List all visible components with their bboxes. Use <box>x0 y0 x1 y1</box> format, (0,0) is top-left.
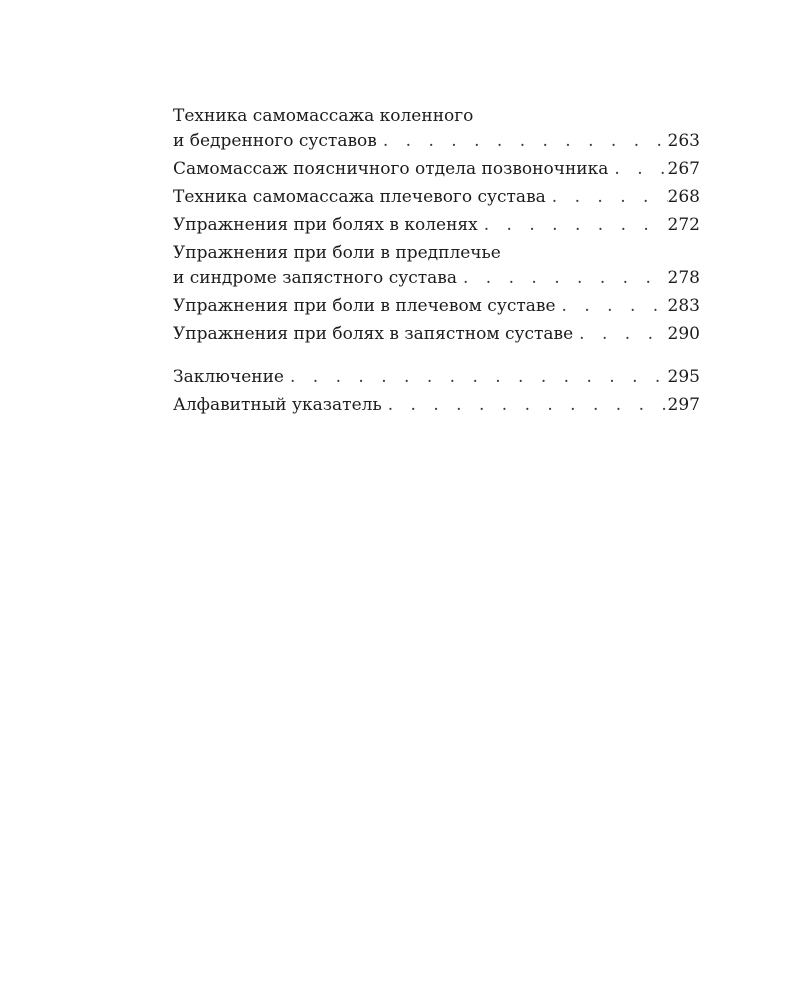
toc-entry-knee-hip-self-massage[interactable] <box>173 104 700 154</box>
dot-leader <box>457 266 668 291</box>
toc-page-number: 297 <box>667 395 700 415</box>
toc-entry-line <box>173 213 700 238</box>
toc-entry-title: Техника самомассажа плечевого сустава <box>173 187 546 207</box>
toc-entry-title: Алфавитный указатель <box>173 395 382 415</box>
toc-entry-line <box>173 365 700 390</box>
toc-entry-forearm-wrist-exercises[interactable] <box>173 241 700 291</box>
toc-entry-title: Самомассаж поясничного отдела позвоночника <box>173 159 609 179</box>
dot-leader <box>573 322 667 347</box>
toc-entry-title: и бедренного суставов <box>173 131 377 151</box>
toc-entry-line <box>173 266 700 291</box>
toc-page-number: 268 <box>667 187 700 207</box>
toc-entry-line <box>173 157 700 182</box>
toc-entry-title: Упражнения при болях в коленях <box>173 215 478 235</box>
toc-page-number: 278 <box>667 268 700 288</box>
toc-entry-title: и синдроме запястного сустава <box>173 268 457 288</box>
dot-leader <box>382 393 668 418</box>
toc-entry-line <box>173 129 700 154</box>
dot-leader <box>478 213 668 238</box>
toc-page-number: 290 <box>667 324 700 344</box>
toc-entry-title: Техника самомассажа коленного <box>173 106 474 126</box>
toc-entry-shoulder-exercises[interactable] <box>173 294 700 319</box>
section-gap <box>173 350 700 365</box>
dot-leader <box>284 365 668 390</box>
toc-page-number: 267 <box>667 159 700 179</box>
toc-page-number: 263 <box>667 131 700 151</box>
dot-leader <box>556 294 668 319</box>
toc-entry-line <box>173 104 700 129</box>
toc-entry-title: Упражнения при болях в запястном суставе <box>173 324 574 344</box>
toc-entry-wrist-exercises[interactable] <box>173 322 700 347</box>
toc-entry-line <box>173 185 700 210</box>
toc-entry-line <box>173 393 700 418</box>
toc-entry-alphabetical-index[interactable] <box>173 393 700 418</box>
toc-entry-title: Упражнения при боли в плечевом суставе <box>173 296 556 316</box>
toc-entry-knee-exercises[interactable] <box>173 213 700 238</box>
toc-entry-conclusion[interactable] <box>173 365 700 390</box>
toc-page-number: 272 <box>667 215 700 235</box>
dot-leader <box>546 185 668 210</box>
toc-entry-line <box>173 241 700 266</box>
toc-entry-title: Заключение <box>173 367 284 387</box>
toc-page-number: 283 <box>667 296 700 316</box>
table-of-contents <box>173 104 700 421</box>
toc-entry-line <box>173 322 700 347</box>
toc-entry-line <box>173 294 700 319</box>
dot-leader <box>608 157 667 182</box>
dot-leader <box>377 129 668 154</box>
toc-page-number: 295 <box>667 367 700 387</box>
toc-entry-title: Упражнения при боли в предплечье <box>173 243 501 263</box>
toc-entry-lumbar-self-massage[interactable] <box>173 157 700 182</box>
toc-entry-shoulder-self-massage[interactable] <box>173 185 700 210</box>
